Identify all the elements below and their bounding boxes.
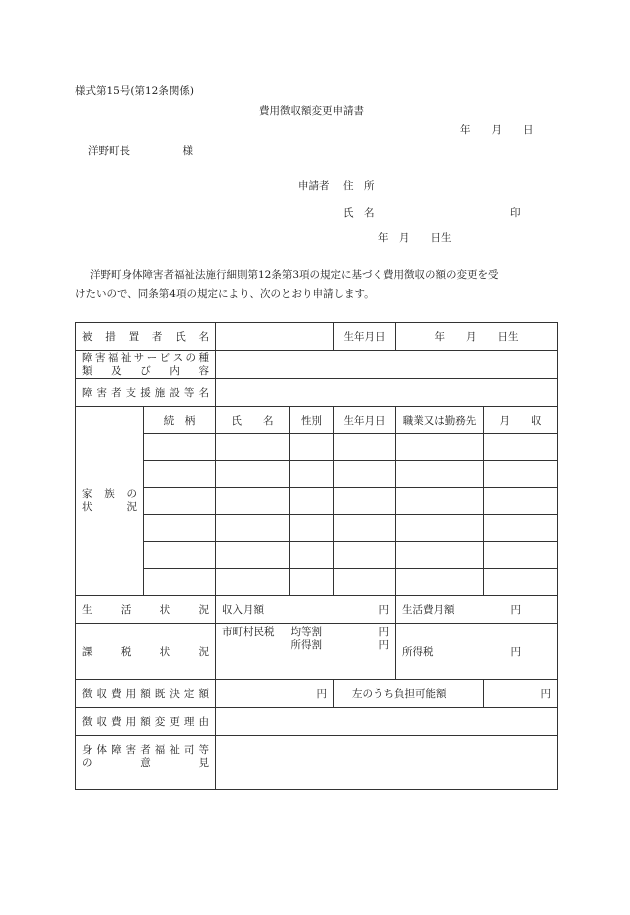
payable-amount-field[interactable] xyxy=(484,680,558,708)
family-status-label-line-2: 状況 xyxy=(82,501,137,513)
recipient-birth-label: 生年月日 xyxy=(334,323,396,351)
family-cell[interactable] xyxy=(290,461,334,488)
service-type-label-line-1: 障害福祉サービスの種 xyxy=(82,351,209,364)
family-cell[interactable] xyxy=(144,515,216,542)
applicant-label: 申請者 xyxy=(298,180,330,192)
determined-amount-yen: 円 xyxy=(316,688,327,700)
family-cell[interactable] xyxy=(396,515,484,542)
row-living-status xyxy=(76,596,558,624)
document-title: 費用徴収額変更申請書 xyxy=(259,105,364,117)
row-service-type xyxy=(76,351,558,379)
welfare-opinion-label xyxy=(76,736,216,790)
family-row xyxy=(76,542,558,569)
family-status-label-line-1: 家族の xyxy=(82,488,137,500)
name-label: 氏 名 xyxy=(343,207,375,219)
family-cell[interactable] xyxy=(334,542,396,569)
family-row xyxy=(76,434,558,461)
family-header-row xyxy=(76,407,558,434)
family-cell[interactable] xyxy=(484,515,558,542)
recipient-name-label: 被措置者氏名 xyxy=(76,323,216,351)
family-cell[interactable] xyxy=(334,569,396,596)
family-header-monthly-income: 月 収 xyxy=(484,407,558,434)
family-row xyxy=(76,569,558,596)
form-number: 様式第15号(第12条関係) xyxy=(75,85,194,97)
family-cell[interactable] xyxy=(396,542,484,569)
municipal-tax-field[interactable] xyxy=(216,624,396,680)
recipient-name-field[interactable] xyxy=(216,323,334,351)
family-cell[interactable] xyxy=(216,569,290,596)
family-header-birthdate: 生年月日 xyxy=(334,407,396,434)
family-cell[interactable] xyxy=(144,488,216,515)
family-cell[interactable] xyxy=(216,542,290,569)
family-cell[interactable] xyxy=(144,434,216,461)
family-cell[interactable] xyxy=(484,434,558,461)
family-header-name: 氏 名 xyxy=(216,407,290,434)
expense-field[interactable] xyxy=(396,596,558,624)
welfare-opinion-label-line-2: の意見 xyxy=(82,757,209,769)
family-cell[interactable] xyxy=(396,488,484,515)
body-text-line-1: 洋野町身体障害者福祉法施行細則第12条第3項の規定に基づく費用徴収の額の変更を受 xyxy=(90,269,499,281)
family-header-sex: 性別 xyxy=(290,407,334,434)
income-tax-field[interactable] xyxy=(396,624,558,680)
body-text-line-2: けたいので、同条第4項の規定により、次のとおり申請します。 xyxy=(75,288,375,300)
family-header-relation: 続 柄 xyxy=(144,407,216,434)
living-status-label: 生活状況 xyxy=(76,596,216,624)
family-header-occupation: 職業又は勤務先 xyxy=(396,407,484,434)
family-cell[interactable] xyxy=(334,515,396,542)
family-cell[interactable] xyxy=(484,569,558,596)
family-cell[interactable] xyxy=(290,542,334,569)
family-cell[interactable] xyxy=(290,569,334,596)
income-tax-yen: 円 xyxy=(510,646,521,658)
family-cell[interactable] xyxy=(144,569,216,596)
income-yen: 円 xyxy=(378,604,389,616)
income-rate-yen: 円 xyxy=(378,639,389,651)
tax-status-label: 課税状況 xyxy=(76,624,216,680)
family-cell[interactable] xyxy=(216,515,290,542)
expense-yen: 円 xyxy=(510,604,521,616)
family-row xyxy=(76,515,558,542)
income-label: 収入月額 xyxy=(222,604,264,616)
family-cell[interactable] xyxy=(396,569,484,596)
service-type-label-line-2: 類及び内容 xyxy=(82,364,209,377)
payable-amount-label: 左のうち負担可能額 xyxy=(334,680,484,708)
family-cell[interactable] xyxy=(216,488,290,515)
family-row xyxy=(76,488,558,515)
family-status-label xyxy=(76,407,144,596)
family-row xyxy=(76,461,558,488)
income-rate-label: 所得割 xyxy=(290,639,322,651)
municipal-tax-label: 市町村民税 xyxy=(222,626,275,638)
birthdate-line: 年 月 日生 xyxy=(378,232,452,244)
equal-rate-label: 均等割 xyxy=(290,626,322,638)
income-field[interactable] xyxy=(216,596,396,624)
family-cell[interactable] xyxy=(290,488,334,515)
seal-mark: 印 xyxy=(510,207,521,219)
family-cell[interactable] xyxy=(290,515,334,542)
family-cell[interactable] xyxy=(396,461,484,488)
determined-amount-field[interactable] xyxy=(216,680,334,708)
row-change-reason xyxy=(76,708,558,736)
family-cell[interactable] xyxy=(216,434,290,461)
recipient-birth-field[interactable]: 年 月 日生 xyxy=(396,323,558,351)
change-reason-label: 徴収費用額変更理由 xyxy=(76,708,216,736)
row-recipient-name xyxy=(76,323,558,351)
service-type-label xyxy=(76,351,216,379)
income-tax-label: 所得税 xyxy=(402,646,434,658)
application-table xyxy=(75,322,558,790)
date-line: 年 月 日 xyxy=(460,124,534,136)
welfare-opinion-label-line-1: 身体障害者福祉司等 xyxy=(82,744,209,756)
family-cell[interactable] xyxy=(216,461,290,488)
row-welfare-opinion xyxy=(76,736,558,790)
row-determined-amount xyxy=(76,680,558,708)
change-reason-field[interactable] xyxy=(216,708,558,736)
family-cell[interactable] xyxy=(334,461,396,488)
family-cell[interactable] xyxy=(396,434,484,461)
payable-amount-yen: 円 xyxy=(540,688,551,700)
family-cell[interactable] xyxy=(144,461,216,488)
determined-amount-label: 徴収費用額既決定額 xyxy=(76,680,216,708)
facility-name-field[interactable] xyxy=(216,379,558,407)
family-cell[interactable] xyxy=(334,488,396,515)
address-label: 住 所 xyxy=(343,180,375,192)
welfare-opinion-field[interactable] xyxy=(216,736,558,790)
row-tax-status xyxy=(76,624,558,680)
family-cell[interactable] xyxy=(484,488,558,515)
facility-name-label: 障害者支援施設等名 xyxy=(76,379,216,407)
family-cell[interactable] xyxy=(290,434,334,461)
expense-label: 生活費月額 xyxy=(402,604,455,616)
row-facility-name xyxy=(76,379,558,407)
family-cell[interactable] xyxy=(484,461,558,488)
family-cell[interactable] xyxy=(484,542,558,569)
service-type-field[interactable] xyxy=(216,351,558,379)
family-cell[interactable] xyxy=(334,434,396,461)
family-cell[interactable] xyxy=(144,542,216,569)
addressee: 洋野町長 様 xyxy=(88,145,193,157)
equal-rate-yen: 円 xyxy=(378,626,389,638)
